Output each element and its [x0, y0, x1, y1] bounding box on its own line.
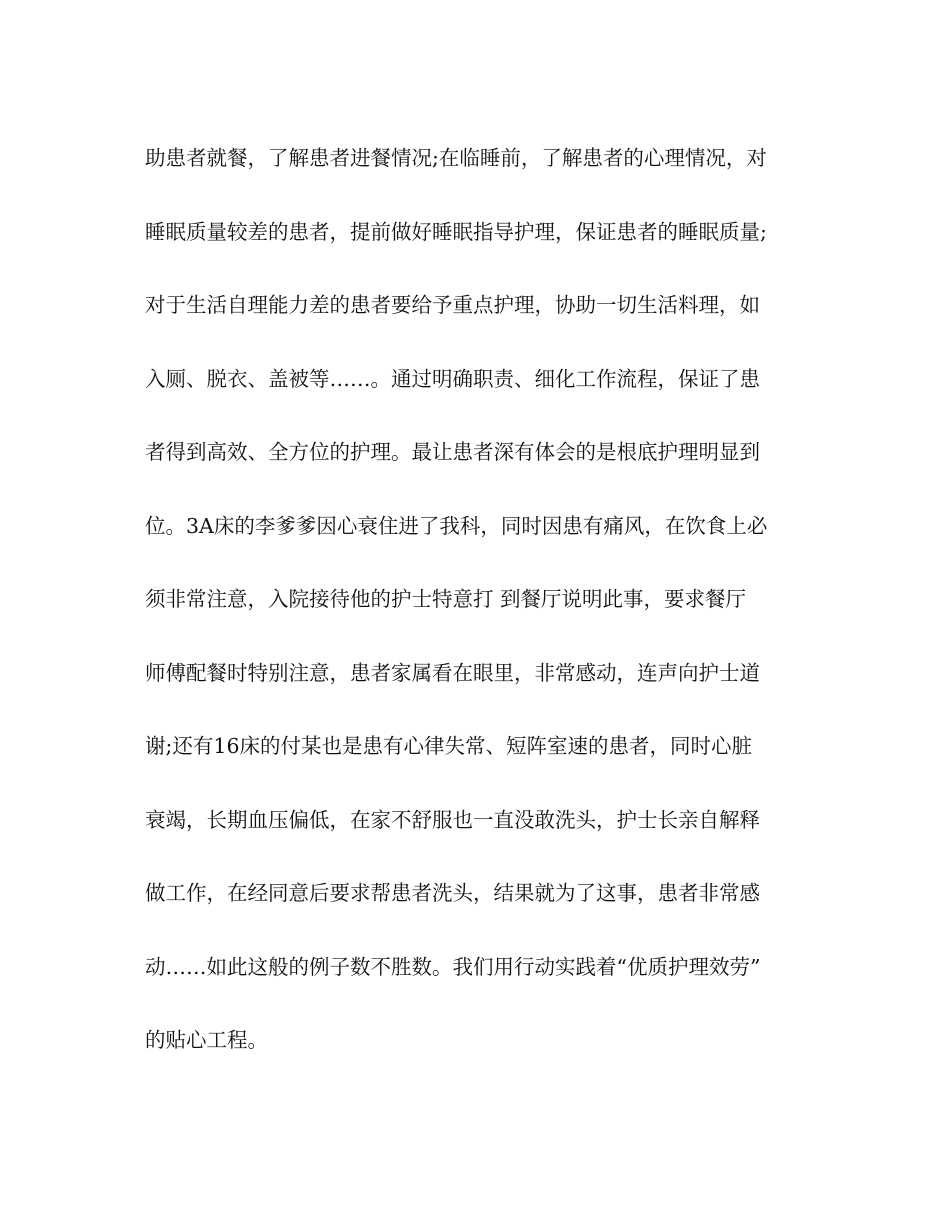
text-line: 对于生活自理能力差的患者要给予重点护理，协助一切生活料理，如 [145, 293, 760, 317]
text-line: 衰竭，长期血压偏低，在家不舒服也一直没敢洗头，护士长亲自解释 [145, 807, 760, 832]
text-line: 睡眠质量较差的患者，提前做好睡眠指导护理，保证患者的睡眠质量; [145, 219, 767, 244]
text-line: 做工作，在经同意后要求帮患者洗头，结果就为了这事，患者非常感 [145, 881, 760, 905]
text-line: 师傅配餐时特别注意，患者家属看在眼里，非常感动，连声向护士道 [145, 660, 760, 685]
body-paragraph [145, 136, 815, 1092]
text-line: 的贴心工程。 [145, 1028, 268, 1052]
text-line: 入厕、脱衣、盖被等……。通过明确职责、细化工作流程，保证了患 [145, 366, 760, 391]
text-line: 助患者就餐，了解患者进餐情况;在临睡前，了解患者的心理情况，对 [145, 146, 767, 170]
text-line: 须非常注意，入院接待他的护士特意打 到餐厅说明此事，要求餐厅 [145, 587, 747, 611]
text-line: 谢;还有16床的付某也是患有心律失常、短阵室速的患者，同时心脏 [145, 734, 752, 758]
text-line: 动……如此这般的例子数不胜数。我们用行动实践着“优质护理效劳” [145, 954, 761, 979]
text-line: 者得到高效、全方位的护理。最让患者深有体会的是根底护理明显到 [145, 440, 760, 464]
text-line: 位。3A床的李爹爹因心衰住进了我科，同时因患有痛风，在饮食上必 [145, 513, 768, 538]
